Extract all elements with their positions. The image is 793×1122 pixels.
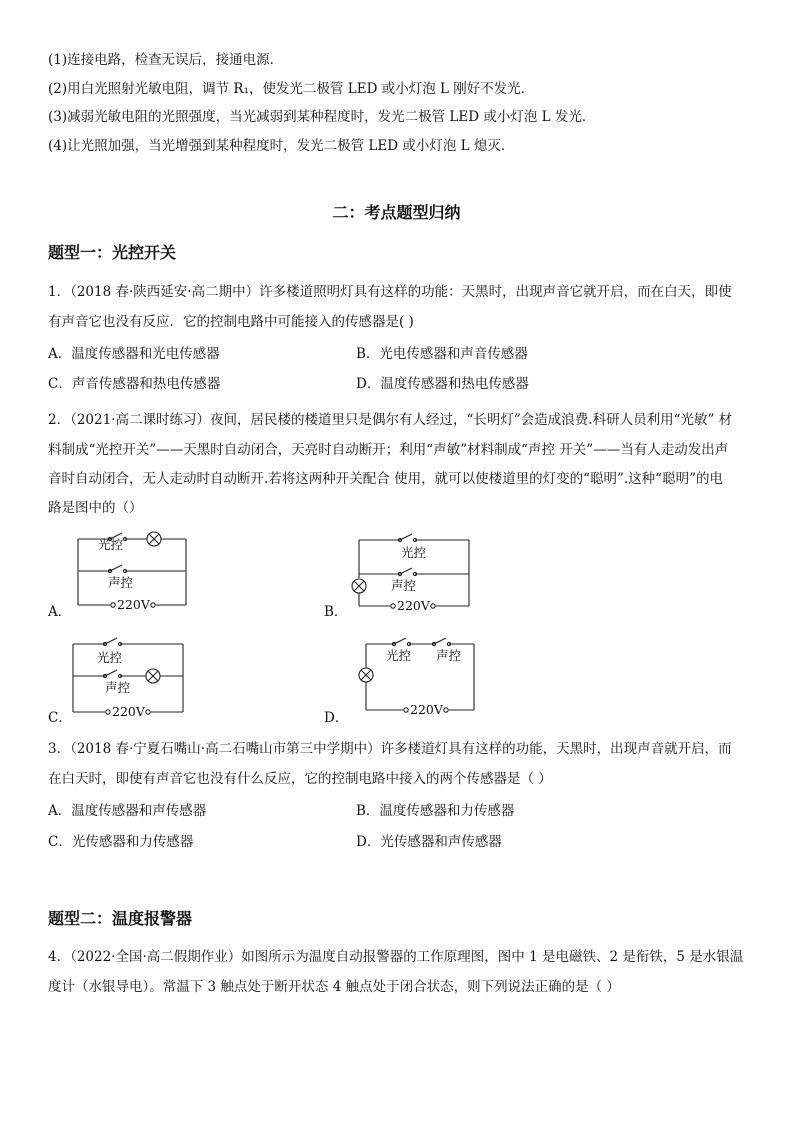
q2-option-a-label: A． xyxy=(48,604,72,620)
label-sound-switch: 声控 xyxy=(105,680,131,695)
q4-line1: 4．（2022·全国·高二假期作业）如图所示为温度自动报警器的工作原理图，图中 1 是电磁铁、2 是衔铁，5 是水银温 xyxy=(48,949,744,965)
q2-option-d-label: D． xyxy=(324,710,349,726)
label-voltage: 220V xyxy=(117,597,150,612)
label-sound-switch: 声控 xyxy=(391,578,417,593)
q1-line1: 1．（2018 春·陕西延安·高二期中）许多楼道照明灯具有这样的功能：天黑时，出现声音它就开启，而在白天，即使 xyxy=(48,284,732,300)
type1-heading: 题型一：光控开关 xyxy=(48,243,177,262)
label-light-switch: 光控 xyxy=(98,537,124,552)
label-voltage: 220V xyxy=(410,702,443,717)
q1-line2: 有声音它也没有反应．它的控制电路中可能接入的传感器是( ) xyxy=(48,314,414,330)
q1-option-c: C．声音传感器和热电传感器 xyxy=(48,376,221,392)
step-1: (1)连接电路，检查无误后，接通电源． xyxy=(48,52,284,68)
q2-line4: 路是图中的（） xyxy=(48,500,143,516)
q3-line2: 在白天时，即使有声音它也没有什么反应，它的控制电路中接入的两个传感器是（ ） xyxy=(48,771,552,787)
circuit-diagram-a xyxy=(70,525,190,615)
label-light-switch: 光控 xyxy=(97,650,123,665)
q3-option-c: C．光传感器和力传感器 xyxy=(48,834,194,850)
q2-option-b-label: B． xyxy=(324,604,348,620)
circuit-diagram-c xyxy=(65,630,190,720)
q3-option-b: B．温度传感器和力传感器 xyxy=(356,803,515,819)
step-2: (2)用白光照射光敏电阻，调节 R₁，使发光二极管 LED 或小灯泡 L 刚好不发光． xyxy=(48,81,535,97)
label-light-switch: 光控 xyxy=(386,648,412,663)
label-sound-switch: 声控 xyxy=(108,575,134,590)
q3-line1: 3．（2018 春·宁夏石嘴山·高二石嘴山市第三中学期中）许多楼道灯具有这样的功能，天黑时，出现声音就开启，而 xyxy=(48,741,732,757)
step-4: (4)让光照加强，当光增强到某种程度时，发光二极管 LED 或小灯泡 L 熄灭． xyxy=(48,138,515,154)
q2-line3: 音时自动闭合，无人走动时自动断开.若将这两种开关配合 使用，就可以使楼道里的灯变的“聪明”.这种“聪明”的电 xyxy=(48,471,723,487)
label-voltage: 220V xyxy=(112,704,145,719)
circuit-diagram-b xyxy=(345,530,475,615)
label-light-switch: 光控 xyxy=(401,545,427,560)
q2-line2: 料制成“光控开关”——天黑时自动闭合，天亮时自动断开；利用“声敏”材料制成“声控 开关”——当有人走动发出声 xyxy=(48,442,729,458)
q2-option-c-label: C． xyxy=(48,710,72,726)
q1-option-a: A．温度传感器和光电传感器 xyxy=(48,346,220,362)
q3-option-a: A．温度传感器和声传感器 xyxy=(48,803,207,819)
section-title: 二：考点题型归纳 xyxy=(332,203,461,222)
q2-line1: 2．（2021·高二课时练习）夜间，居民楼的楼道里只是偶尔有人经过，“长明灯”会造成浪费.科研人员利用“光敏” 材 xyxy=(48,412,733,428)
circuit-diagram-d xyxy=(348,632,478,722)
q1-option-b: B．光电传感器和声音传感器 xyxy=(356,346,528,362)
label-sound-switch: 声控 xyxy=(436,648,462,663)
label-voltage: 220V xyxy=(397,598,430,613)
q3-option-d: D．光传感器和声传感器 xyxy=(356,834,502,850)
type2-heading: 题型二：温度报警器 xyxy=(48,909,193,928)
step-3: (3)减弱光敏电阻的光照强度，当光减弱到某种程度时，发光二极管 LED 或小灯泡 L 发光． xyxy=(48,109,596,125)
q1-option-d: D．温度传感器和热电传感器 xyxy=(356,376,529,392)
q4-line2: 度计（水银导电）。常温下 3 触点处于断开状态 4 触点处于闭合状态，则下列说法正确的是（ ） xyxy=(48,979,620,995)
